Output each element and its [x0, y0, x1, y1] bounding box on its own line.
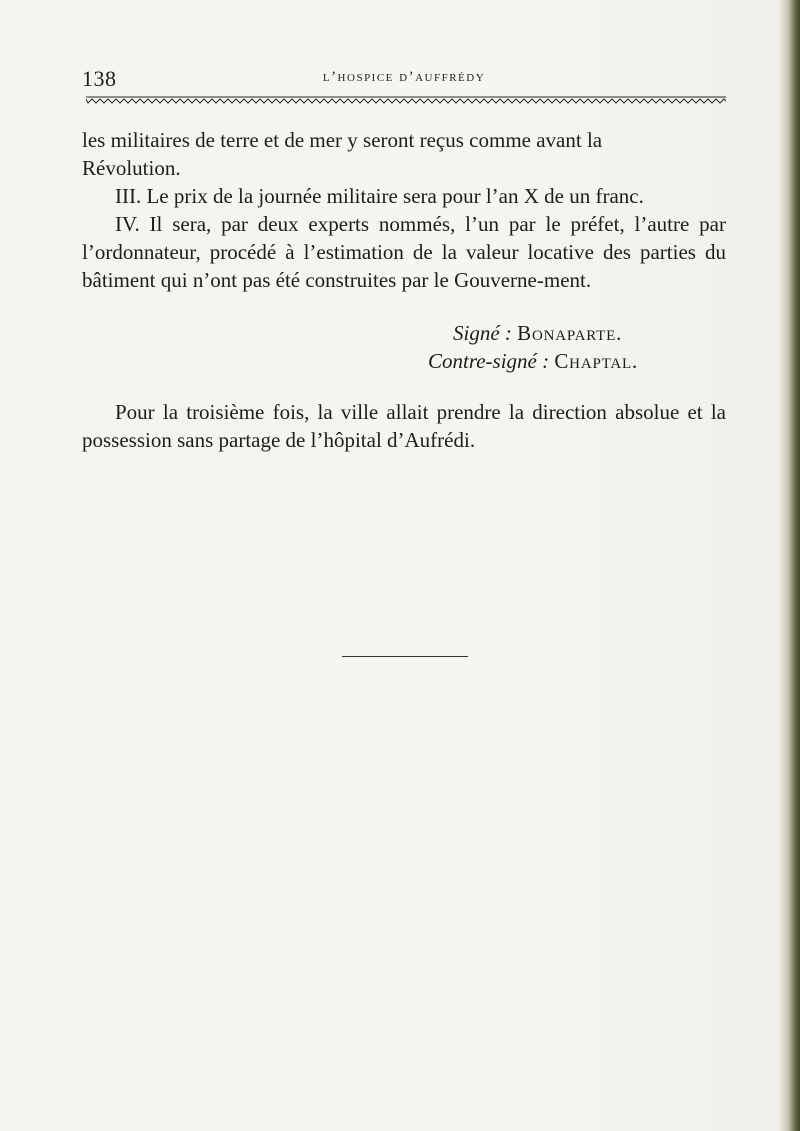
signature-countersigned: [428, 347, 728, 375]
signature-signed: [453, 319, 753, 347]
countersigned-label: Contre-signé :: [428, 349, 550, 373]
article-text: [82, 126, 726, 294]
running-title: l’hospice d’auffrédy: [322, 69, 486, 85]
end-rule: [342, 656, 468, 657]
running-head: [82, 66, 726, 90]
article-iv: IV. Il sera, par deux experts nommés, l’un par le préfet, l’autre par l’ordonnateur, procédé à l’estimation de la valeur locative des parties du bâtiment qui n’ont pas été construites par le Gouverne-ment.: [82, 212, 726, 292]
text-line-1: les militaires de terre et de mer y seront reçus comme avant la: [82, 128, 603, 152]
closing-paragraph: [82, 398, 726, 454]
countersigned-name: Chaptal.: [554, 349, 638, 373]
signed-name: Bonaparte.: [517, 321, 623, 345]
page-number: 138: [82, 66, 117, 91]
wavy-rule-ornament: [86, 96, 726, 104]
signed-label: Signé :: [453, 321, 512, 345]
article-iii: III. Le prix de la journée militaire sera pour l’an X de un franc.: [115, 184, 644, 208]
closing-text: Pour la troisième fois, la ville allait prendre la direction absolue et la possession sans partage de l’hôpital d’Aufrédi.: [82, 400, 726, 452]
text-line-2: Révolution.: [82, 156, 181, 180]
page-edge-shadow: [778, 0, 800, 1131]
